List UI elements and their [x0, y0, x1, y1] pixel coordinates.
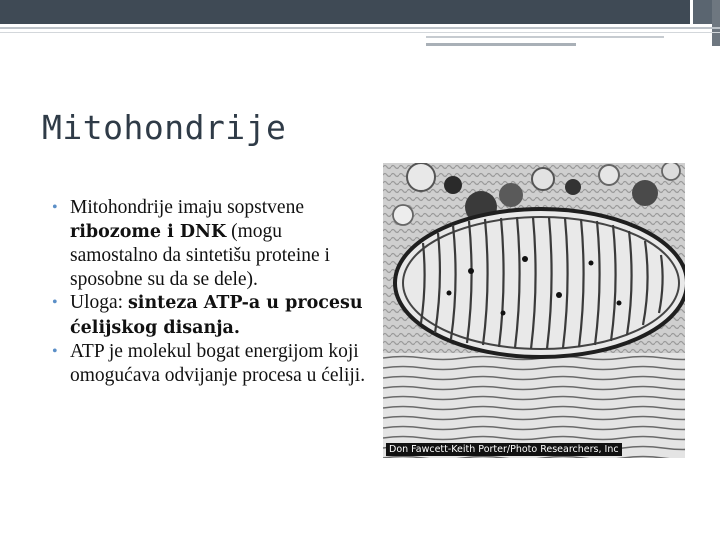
top-decor-bar: [0, 0, 690, 24]
bullet-icon: •: [52, 199, 58, 216]
bullet-text: Mitohondrije imaju sopstvene: [70, 197, 304, 218]
bullet-item: [52, 196, 370, 291]
decor-line: [426, 43, 576, 46]
bullet-list: [52, 196, 370, 387]
mitochondrion-micrograph: [383, 163, 685, 458]
bullet-text-bold: sinteza ATP-a u procesu ćelijskog disanja.: [70, 293, 363, 338]
bullet-icon: •: [52, 343, 58, 360]
bullet-icon: •: [52, 294, 58, 311]
bullet-item: [52, 291, 370, 340]
decor-line: [0, 32, 720, 33]
bullet-item: [52, 340, 370, 387]
micrograph-drawing: [383, 163, 685, 458]
decor-line: [0, 27, 720, 29]
decor-line: [426, 36, 664, 38]
slide-title: Mitohondrije: [42, 108, 287, 147]
bullet-text: ATP je molekul bogat energijom koji omogućava odvijanje procesa u ćeliji.: [70, 341, 366, 386]
top-decor-bar-edge: [712, 0, 720, 46]
bullet-text-bold: ribozome i DNK: [70, 221, 227, 242]
bullet-text: Uloga:: [70, 292, 128, 313]
image-credit: Don Fawcett-Keith Porter/Photo Researchers, Inc: [386, 443, 622, 456]
bullet-text: (mogu samostalno da sintetišu proteine i sposobne su da se dele).: [70, 220, 330, 290]
